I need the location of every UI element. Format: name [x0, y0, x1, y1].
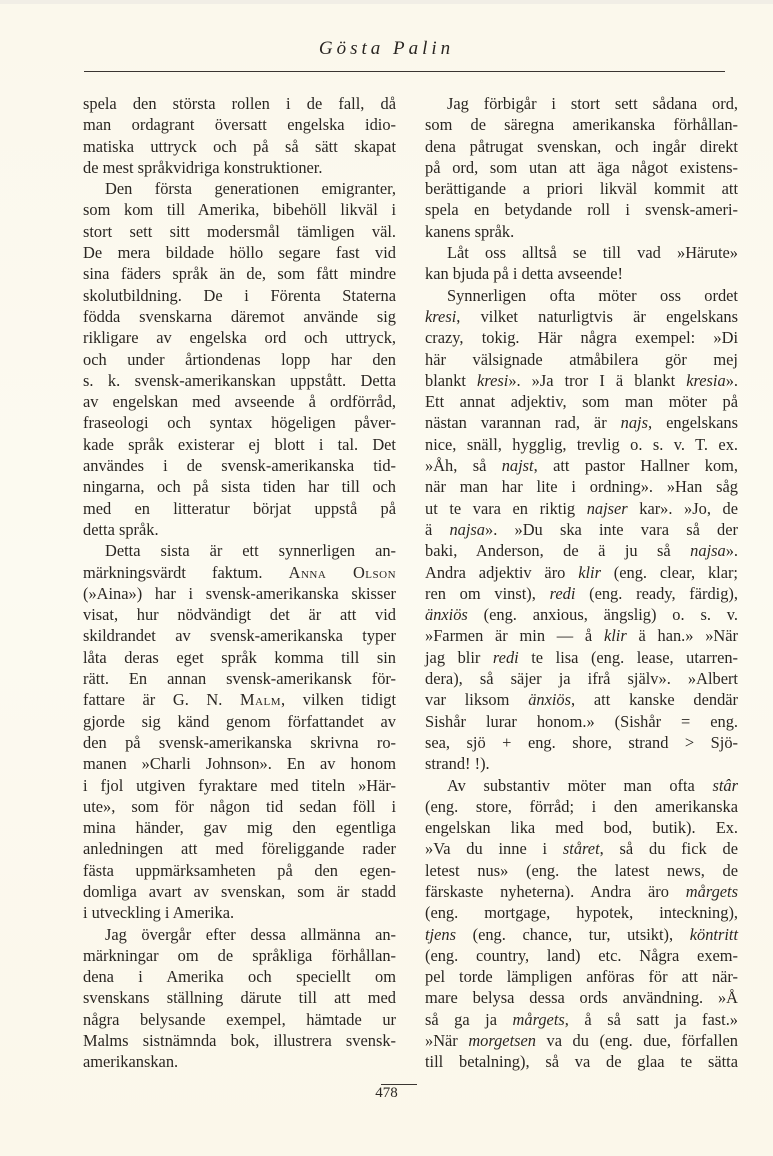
italic-term: änxiös — [528, 690, 571, 710]
text-run: ». — [725, 370, 738, 390]
italic-term: stâr — [712, 775, 738, 795]
text-line — [425, 647, 738, 668]
text-line: till betalning), så va de glaa te sätta — [425, 1052, 738, 1072]
text-run: nästan varannan rad, är — [425, 413, 621, 433]
text-run: jag blir — [425, 647, 493, 667]
text-run: »När — [425, 1031, 469, 1051]
italic-term: mårgets — [512, 1009, 565, 1029]
text-line: dena påtrugat svenskan, och ingår direkt — [425, 136, 738, 156]
text-run: (eng. ready, färdig), — [575, 583, 738, 603]
text-line — [83, 562, 396, 583]
text-line: man ordagrant översatt engelska idio- — [83, 115, 396, 135]
text-run: ut te vara en riktig — [425, 498, 587, 518]
text-run: (eng. chance, tur, utsikt), — [455, 924, 690, 944]
text-run: färskaste nyheterna). Andra äro — [425, 881, 686, 901]
text-line — [83, 689, 396, 710]
text-line: kanens språk. — [425, 221, 515, 241]
text-line: berättigande a priori likväl kommit att — [425, 179, 738, 199]
text-line: mina händer, gav mig den egentliga — [83, 818, 396, 838]
text-line: anledningen att med föreliggande rader — [83, 839, 396, 859]
text-line: spela en betydande roll i svensk-ameri- — [425, 200, 738, 220]
italic-term: köntritt — [689, 924, 738, 944]
italic-term: najsa — [449, 519, 486, 539]
text-run: va du (eng. due, förfallen — [536, 1031, 738, 1051]
text-line: Malms sistnämnda bok, illustrera svensk- — [83, 1031, 396, 1051]
right-column — [425, 93, 738, 1073]
text-run: , vilken tidigt — [281, 690, 396, 710]
text-line: dera), så säjer ja ifrå själv». »Albert — [425, 669, 738, 689]
paragraph-start-line: Detta sista är ett synnerligen an- — [105, 541, 396, 561]
text-line: här välsignade atmåbilera gör mej — [425, 349, 738, 369]
text-line: sea, sjö + eng. shore, strand > Sjö- — [425, 732, 738, 752]
text-line: De mera bildade höllo segare fast vid — [83, 243, 396, 263]
paragraph-start-line: Låt oss alltså se till vad »Härute» — [447, 243, 738, 263]
text-line: de mest språkvidriga konstruktioner. — [83, 157, 323, 177]
text-line: på ord, som utan att äga något existens- — [425, 157, 738, 177]
header-rule — [84, 71, 725, 72]
text-line: s. k. svensk-amerikanskan uppstått. Detta — [83, 370, 396, 390]
text-line: kan bjuda på i detta avseende! — [425, 264, 623, 284]
text-run: , så du fick de — [599, 839, 738, 859]
text-line: Ett annat adjektiv, som man möter på — [425, 392, 738, 412]
paragraph-start-line: Den första generationen emigranter, — [105, 179, 396, 199]
text-line — [425, 306, 738, 327]
text-run: , att pastor Hallner kom, — [533, 456, 738, 476]
text-line — [425, 455, 738, 476]
text-line: matiska uttryck och på så sätt skapat — [83, 136, 396, 156]
text-line: engelskan lika med bod, butik). Ex. — [425, 818, 738, 838]
text-run: fattare är G. N. — [83, 690, 241, 710]
text-run: ren om vinst), — [425, 583, 550, 603]
scan-edge — [0, 0, 773, 4]
text-line: kade språk existerar ej blott i tal. Det — [83, 434, 396, 454]
text-line: nice, snäll, hygglig, trevlig o. s. v. T. ex. — [425, 434, 738, 454]
text-line: i utveckling i Amerika. — [83, 903, 235, 923]
text-line: i fjol utgiven fyraktare med titeln »Här- — [83, 775, 396, 795]
text-line: födda svenskarna däremot använde sig — [83, 306, 396, 326]
text-line: (eng. store, förråd; i den amerikanska — [425, 796, 738, 816]
text-line — [425, 583, 738, 604]
text-run: (eng. clear, klar; — [600, 562, 738, 582]
text-run: , att kanske dendär — [570, 690, 739, 710]
text-line: användes i de svensk-amerikanska tid- — [83, 456, 396, 476]
italic-term: ståret — [562, 839, 600, 859]
text-run: ». »Du ska inte vara så der — [485, 519, 738, 539]
italic-term: kresia — [686, 370, 726, 390]
text-line: när man har lite i ordning». »Han såg — [425, 477, 738, 497]
text-line: pel torde lämpligen anföras för att när- — [425, 967, 738, 987]
text-run: ä han.» »När — [626, 626, 738, 646]
paragraph-start-line: Synnerligen ofta möter oss ordet — [447, 285, 738, 305]
text-line: med en litteratur börjat uppstå på — [83, 498, 396, 518]
text-line: manen »Charli Johnson». En av honom — [83, 754, 396, 774]
italic-term: tjens — [425, 924, 456, 944]
text-line: som de säregna amerikanska förhållan- — [425, 115, 738, 135]
italic-term: morgetsen — [468, 1031, 536, 1051]
text-line: dena i Amerika och speciellt om — [83, 967, 396, 987]
text-line: ningarna, och på sista tiden har till och — [83, 477, 396, 497]
text-line: den på svensk-amerikanska skrivna ro- — [83, 732, 396, 752]
paragraph-start-line: Jag övergår efter dessa allmänna an- — [105, 924, 396, 944]
italic-term: klir — [578, 562, 601, 582]
text-run: så ga ja — [425, 1009, 513, 1029]
text-line: skolutbildning. De i Förenta Staterna — [83, 285, 396, 305]
text-line: stort sett sitt modersmål tämligen väl. — [83, 221, 396, 241]
italic-term: redi — [549, 583, 576, 603]
italic-term: najser — [586, 498, 628, 518]
text-line: gjorde sig känd genom författandet av — [83, 711, 396, 731]
text-line — [425, 689, 738, 710]
italic-term: najst — [501, 456, 534, 476]
text-line — [425, 370, 738, 391]
text-line — [425, 604, 738, 625]
italic-term: kresi — [477, 370, 509, 390]
text-line: letest nus» (eng. the latest news, de — [425, 860, 738, 880]
text-run: Av substantiv möter man ofta — [447, 775, 713, 795]
text-line — [425, 562, 738, 583]
italic-term: najs — [620, 413, 648, 433]
author-name-malm: Malm — [240, 690, 282, 710]
text-line — [425, 412, 738, 433]
text-line: visat, hur nödvändigt det är att vid — [83, 605, 396, 625]
text-line: (»Aina») har i svensk-amerikanska skisser — [83, 583, 396, 603]
text-run: »Åh, så — [425, 456, 502, 476]
text-line: av engelskan med avseende å ordförråd, — [83, 392, 396, 412]
text-run: kar». »Jo, de — [627, 498, 738, 518]
text-run: ». »Ja tror I ä blankt — [508, 370, 687, 390]
text-run: , vilket naturligtvis är engelskans — [456, 306, 738, 326]
page-number: 478 — [375, 1085, 398, 1101]
text-run: »Va du inne i — [425, 839, 563, 859]
italic-term: änxiös — [425, 605, 468, 625]
text-line: sina fäders språk än de, som fått mindre — [83, 264, 396, 284]
text-line: låta deras eget språk komma till sin — [83, 647, 396, 667]
text-run: , engelskans — [647, 413, 738, 433]
text-line — [425, 540, 738, 561]
text-line: (eng. mortgage, hypotek, inteckning), — [425, 903, 738, 923]
text-run: ». — [725, 541, 738, 561]
text-line: mare belysa dessa ords användning. »Å — [425, 988, 738, 1008]
text-line: rikligare av engelska ord och uttryck, — [83, 328, 396, 348]
italic-term: najsa — [690, 541, 726, 561]
text-line: skildrandet av svensk-amerikanska typer — [83, 626, 396, 646]
text-run: (eng. anxious, ängslig) o. s. v. — [467, 605, 738, 625]
text-run: , å så satt ja fast.» — [564, 1009, 738, 1029]
text-line: Sishår lurar honom.» (Sishår = eng. — [425, 711, 738, 731]
text-line — [425, 1009, 738, 1030]
text-line — [425, 838, 738, 859]
text-run: baki, Anderson, de ä ju så — [425, 541, 691, 561]
text-run: »Farmen är min — å — [425, 626, 604, 646]
text-line: spela den största rollen i de fall, då — [83, 94, 396, 113]
text-line — [425, 1030, 738, 1051]
italic-term: klir — [603, 626, 627, 646]
text-run: ä — [425, 519, 450, 539]
text-line: några belysande exempel, hämtade ur — [83, 1009, 396, 1029]
text-run: var liksom — [425, 690, 529, 710]
text-line — [425, 625, 738, 646]
text-run: blankt — [425, 370, 478, 390]
text-line: rätt. En annan svensk-amerikansk för- — [83, 669, 396, 689]
text-line: fraseologi och syntax högeligen påver- — [83, 413, 396, 433]
left-column — [83, 93, 396, 1073]
text-line: fästa uppmärksamheten på den egen- — [83, 860, 396, 880]
italic-term: mårgets — [685, 881, 738, 901]
text-line: (eng. country, land) etc. Några exem- — [425, 945, 738, 965]
text-line — [425, 881, 738, 902]
text-line: ute», som för någon tid sedan föll i — [83, 796, 396, 816]
text-line: crazy, tokig. Här några exempel: »Di — [425, 328, 738, 348]
text-line: detta språk. — [83, 519, 159, 539]
text-line — [425, 519, 738, 540]
text-line: svenskans ställning därute till att med — [83, 988, 396, 1008]
text-run: Andra adjektiv äro — [425, 562, 579, 582]
author-name-anna-olson: Anna Olson — [288, 562, 397, 582]
text-line: strand! !). — [425, 754, 490, 774]
text-line — [425, 498, 738, 519]
text-line: och under årtiondenas lopp har den — [83, 349, 396, 369]
text-line: som kom till Amerika, bibehöll likväl i — [83, 200, 396, 220]
italic-term: redi — [492, 647, 519, 667]
text-run: märkningsvärdt faktum. — [83, 562, 289, 582]
text-line: märkningar om de språkliga förhållan- — [83, 945, 396, 965]
text-run: te lisa (eng. lease, utarren- — [518, 647, 739, 667]
text-line: domliga avart av svenskan, som är stadd — [83, 881, 396, 901]
running-header-title: Gösta Palin — [318, 38, 455, 59]
text-line — [425, 924, 738, 945]
paragraph-start-line — [425, 775, 738, 796]
text-line: amerikanskan. — [83, 1052, 179, 1072]
paragraph-start-line: Jag förbigår i stort sett sådana ord, — [447, 94, 738, 113]
italic-term: kresi — [425, 306, 457, 326]
